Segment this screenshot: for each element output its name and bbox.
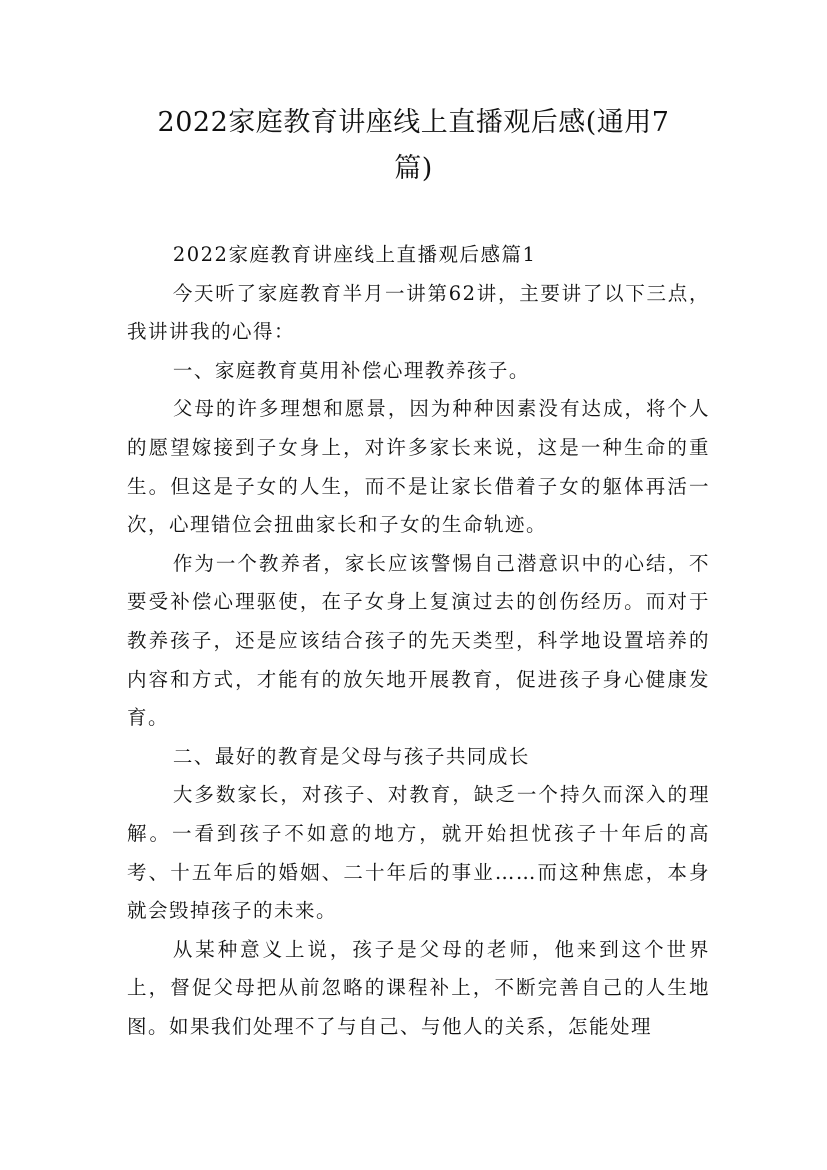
- paragraph: 父母的许多理想和愿景，因为种种因素没有达成，将个人的愿望嫁接到子女身上，对许多家长来说，这是一种生命的重生。但这是子女的人生，而不是让家长借着子女的躯体再活一次，心理错位会扭曲家长和子女的生命轨迹。: [127, 397, 710, 537]
- section-heading: 2022家庭教育讲座线上直播观后感篇1: [172, 243, 537, 266]
- paragraph: 从某种意义上说，孩子是父母的老师，他来到这个世界上，督促父母把从前忽略的课程补上，不断完善自己的人生地图。如果我们处理不了与自己、与他人的关系，怎能处理: [127, 937, 710, 1038]
- paragraph: 作为一个教养者，家长应该警惕自己潜意识中的心结，不要受补偿心理驱使，在子女身上复演过去的创伤经历。而对于教养孩子，还是应该结合孩子的先天类型，科学地设置培养的内容和方式，才能有的放矢地开展教育，促进孩子身心健康发育。: [127, 551, 710, 730]
- title-line-1: 2022家庭教育讲座线上直播观后感(通用7: [157, 107, 670, 138]
- document-title: [110, 100, 717, 192]
- paragraph: 大多数家长，对孩子、对教育，缺乏一个持久而深入的理解。一看到孩子不如意的地方，就开始担忧孩子十年后的高考、十五年后的婚姻、二十年后的事业……而这种焦虑，本身就会毁掉孩子的未来。: [127, 783, 710, 923]
- subsection-heading: 二、最好的教育是父母与孩子共同成长: [172, 744, 530, 768]
- paragraph: 今天听了家庭教育半月一讲第62讲，主要讲了以下三点，我讲讲我的心得：: [127, 281, 710, 344]
- document-body: [127, 236, 710, 1046]
- subsection-heading: 一、家庭教育莫用补偿心理教养孩子。: [172, 358, 530, 382]
- title-line-2: 篇): [394, 153, 433, 184]
